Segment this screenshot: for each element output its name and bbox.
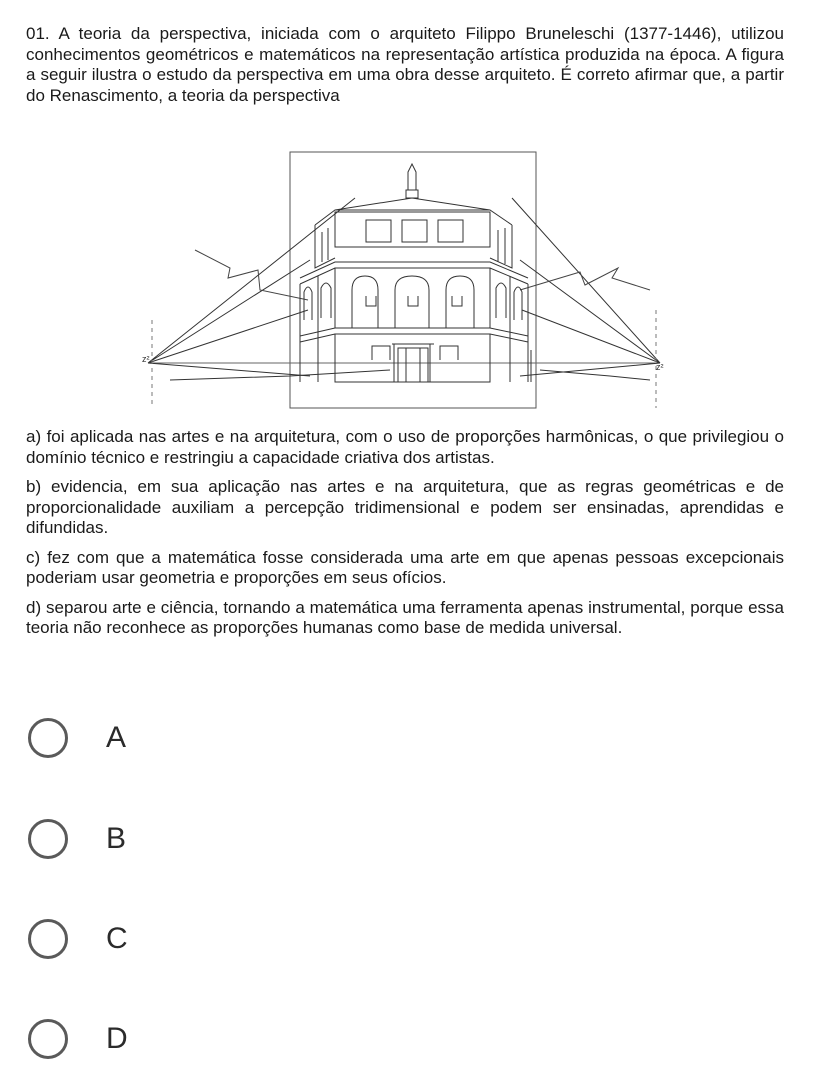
radio-button-d[interactable] — [28, 1019, 68, 1059]
alternative-d: d) separou arte e ciência, tornando a matemática uma ferramenta apenas instrumental, porque essa teoria não reconhece as proporções humanas como base de medida universal. — [26, 597, 784, 637]
option-b[interactable] — [28, 814, 328, 864]
baptistery-perspective-drawing — [140, 150, 670, 412]
perspective-figure — [140, 150, 670, 412]
option-a-label: A — [106, 721, 127, 754]
alternative-a: a) foi aplicada nas artes e na arquitetura, com o uso de proporções harmônicas, o que privilegiou o domínio técnico e restringiu a capacidade criativa dos artistas. — [26, 427, 784, 467]
question-text: 01. A teoria da perspectiva, iniciada com o arquiteto Filippo Bruneleschi (1377-1446), utilizou conhecimentos geométricos e matemáticos na representação artística produzida na época. A figura a seguir ilustra o estudo da perspectiva em uma obra desse arquiteto. É correto afirmar que, a partir do Renascimento, a teoria da perspectiva — [26, 24, 784, 105]
option-c-label: C — [106, 922, 128, 955]
option-d[interactable] — [28, 1014, 328, 1064]
alternative-c: c) fez com que a matemática fosse considerada uma arte em que apenas pessoas excepcionais poderiam usar geometria e proporções em seus ofícios. — [26, 547, 784, 587]
option-a[interactable] — [28, 713, 328, 763]
radio-button-a[interactable] — [28, 718, 68, 758]
option-c[interactable] — [28, 914, 328, 964]
alternative-b: b) evidencia, em sua aplicação nas artes e na arquitetura, que as regras geométricas e de proporcionalidade auxiliam a percepção tridimensional e podem ser ensinadas, aprendidas e difundidas. — [26, 477, 784, 537]
left-vanishing-label: z² — [142, 354, 150, 364]
radio-button-b[interactable] — [28, 819, 68, 859]
option-b-label: B — [106, 822, 127, 855]
radio-button-c[interactable] — [28, 919, 68, 959]
option-d-label: D — [106, 1022, 128, 1055]
alternatives-list — [26, 427, 784, 648]
right-vanishing-label: z² — [656, 362, 664, 372]
